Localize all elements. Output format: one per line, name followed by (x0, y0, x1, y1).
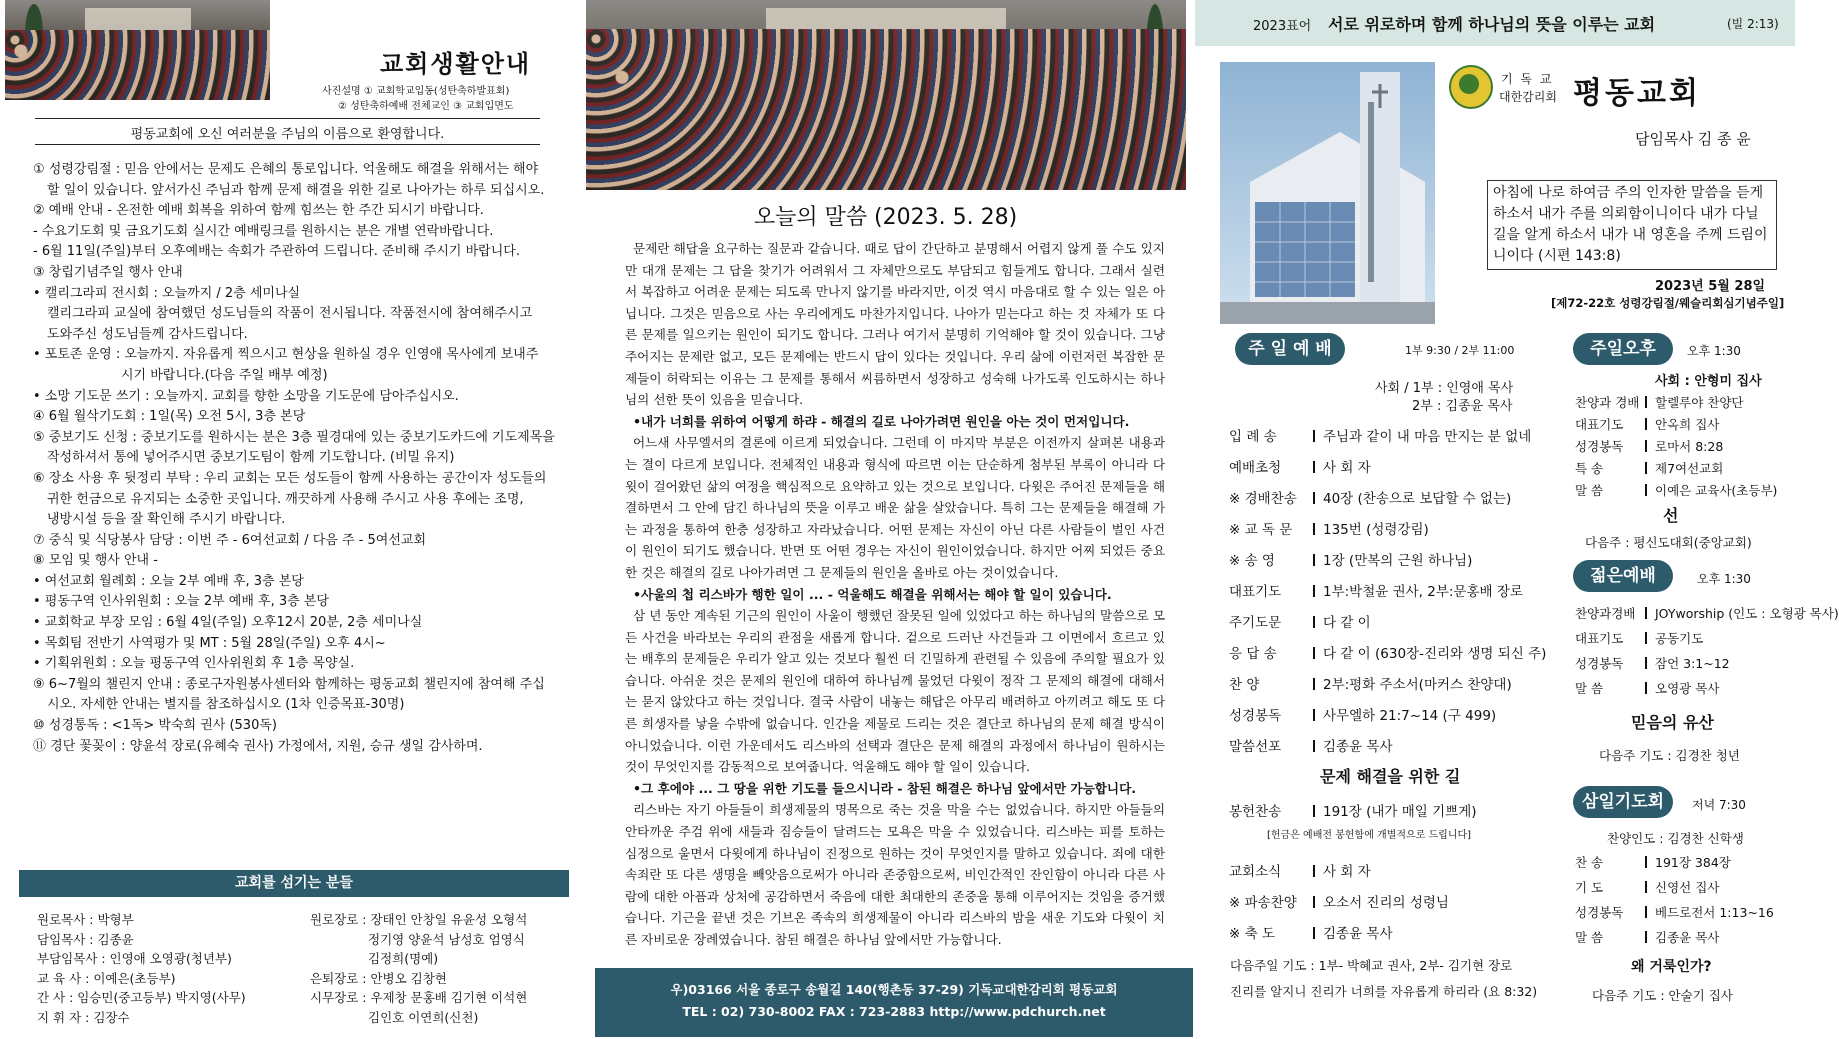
church-name: 평동교회 (1573, 76, 1701, 111)
servant-line: 김인호 이연희(신천) (368, 1009, 479, 1025)
host-line-2: 2부 : 김종윤 목사 (1412, 399, 1513, 414)
order-label: 주기도문 (1229, 615, 1282, 631)
order-value: 다 같 이 (1323, 615, 1371, 631)
order-row (1229, 704, 1496, 724)
motto-ref: (빌 2:13) (1727, 17, 1779, 31)
order-value: 135번 (성령강림) (1323, 522, 1429, 538)
servant-line: 원로장로 : 장태인 안창일 유윤성 오형석 (310, 912, 528, 927)
announcement-line: 도와주신 성도님들께 감사드립니다. (47, 326, 248, 342)
order-value: 사 회 자 (1323, 864, 1371, 880)
order-value: 40장 (찬송으로 보답할 수 없는) (1323, 491, 1512, 507)
announcement-line: ⑩ 성경통독 : <1독> 박숙희 권사 (530독) (33, 718, 277, 734)
announcement-line: ⑥ 장소 사용 후 뒷정리 부탁 : 우리 교회는 모든 성도들이 함께 사용하는 공간이자 성도들의 (33, 470, 547, 486)
order-divider (1645, 906, 1647, 918)
sunday-afternoon-time: 오후 1:30 (1687, 344, 1741, 358)
order-label: 말 씀 (1575, 681, 1604, 696)
order-label: 입 례 송 (1229, 429, 1277, 445)
order-label: 성경봉독 (1575, 905, 1624, 920)
announcement-line: • 포토존 운영 : 오늘까지. 자유롭게 찍으시고 현상을 원하실 경우 인영애 목사에게 보내주 (33, 347, 539, 363)
order-row (1229, 642, 1546, 662)
order-row (1575, 928, 1719, 946)
announcement-line: • 여선교회 월례회 : 오늘 2부 예배 후, 3층 본당 (33, 573, 304, 589)
order-row (1229, 922, 1393, 942)
bulletin-issue: [제72-22호 성령강림절/웨슬리회심기념주일] (1551, 296, 1785, 310)
host-line-1: 사회 / 1부 : 인영애 목사 (1375, 381, 1514, 396)
order-row (1229, 549, 1472, 569)
bulletin-date: 2023년 5월 28일 (1655, 279, 1766, 294)
order-row (1575, 679, 1719, 697)
order-row (1229, 487, 1511, 507)
order-value: 사 회 자 (1323, 460, 1371, 476)
order-divider (1645, 657, 1647, 669)
order-divider (1645, 607, 1647, 619)
order-row (1229, 518, 1429, 538)
sermon-heading: •그 후에야 ... 그 땅을 위한 기도를 들으시니라 - 참된 해결은 하나님 앞에서만 가능합니다. (633, 780, 1137, 796)
announcement-line: ④ 6월 월삭기도회 : 1일(목) 오전 5시, 3층 본당 (33, 409, 306, 425)
welcome-message: 평동교회에 오신 여러분을 주님의 이름으로 환영합니다. (130, 127, 445, 142)
servant-line: 은퇴장로 : 안병오 김창현 (310, 970, 447, 986)
order-row (1575, 393, 1744, 411)
order-label: 기 도 (1575, 880, 1604, 895)
order-label: 교회소식 (1229, 864, 1282, 880)
closing-verse: 진리를 알지니 진리가 너희를 자유롭게 하리라 (요 8:32) (1230, 984, 1538, 999)
afternoon-next: 다음주 : 평신도대회(중앙교회) (1585, 535, 1752, 550)
servant-line: 시무장로 : 우제창 문홍배 김기현 이석현 (310, 990, 528, 1005)
order-label: 특 송 (1575, 461, 1604, 476)
order-value: 김종윤 목사 (1323, 926, 1393, 942)
order-label: 봉헌찬송 (1229, 804, 1282, 820)
announcement-line: - 6월 11일(주일)부터 오후예배는 속회가 주관하여 드립니다. 준비해 주시기 바랍니다. (33, 244, 520, 260)
order-label: 말 씀 (1575, 483, 1604, 498)
order-divider (1645, 881, 1647, 893)
church-building-icon (1220, 62, 1435, 324)
order-row (1575, 459, 1723, 477)
order-divider (1313, 523, 1315, 535)
order-row (1575, 629, 1703, 647)
order-value: 신영선 집사 (1655, 880, 1720, 895)
sermon-paragraph: 어느새 사무엘서의 결론에 이르게 되었습니다. 그런데 이 마지막 부분은 이전까지 살펴본 내용과는 결이 다르게 보입니다. 전체적인 내용과 형식에 따르면 이는 단순하게 첨부된 부록이 아니라 다윗이 걸어왔던 삶의 여정을 핵심적으로 요약하고 있는 것으로 보입니다. 다윗은 주어진 문제들을 해결하면서 그 안에 담긴 하나님의 뜻을 이루고 배운 삶을 살았습니다. 특히 그는 문제들을 해결해 가는 과정을 통하여 한층 성장하고 자라났습니다. 어떤 문제는 자신이 아닌 다른 사람들이 벌인 사건이 원인이 되기도 했습니다. 반면 또 어떤 경우는 자신이 원인이었습니다. 하지만 어찌 되었든 중요한 것은 해결의 길로 나아가려면 그 문제들의 원인을 올바로 아는 것이었습니다. (625, 435, 1165, 580)
order-label: 성경봉독 (1575, 656, 1624, 671)
sermon-body (625, 238, 1165, 951)
order-value: 안옥희 집사 (1655, 417, 1720, 432)
announcement-line: • 목회팀 전반기 사역평가 및 MT : 5월 28일(주일) 오후 4시~ (33, 635, 386, 651)
announcement-line: ① 성령강림절 : 믿음 안에서는 문제도 은혜의 통로입니다. 억울해도 해결을 위해서는 해야 (33, 162, 539, 177)
order-row (1575, 654, 1730, 672)
order-value: 김종윤 목사 (1655, 930, 1720, 945)
order-divider (1645, 931, 1647, 943)
order-value: JOYworship (인도 : 오형광 목사) (1655, 606, 1839, 621)
order-row (1229, 860, 1371, 880)
servants-title: 교회를 섬기는 분들 (19, 870, 569, 897)
photo-congregation (586, 0, 1186, 190)
logo-cross-icon (1459, 74, 1479, 94)
offering-note: [헌금은 예배전 봉헌함에 개별적으로 드립니다] (1267, 830, 1472, 841)
order-divider (1313, 616, 1315, 628)
announcement-line: ③ 창립기념주일 행사 안내 (33, 264, 183, 280)
order-value: 다 같 이 (630장-진리와 생명 되신 주) (1323, 646, 1547, 662)
youth-next: 다음주 기도 : 김경찬 청년 (1599, 748, 1740, 763)
order-label: ※ 송 영 (1229, 553, 1275, 569)
servant-line: 원로목사 : 박형부 (37, 912, 134, 927)
sermon-heading: •사울의 첩 리스바가 행한 일이 ... - 억울해도 해결을 위해서는 해야 할 일이 있습니다. (633, 586, 1112, 602)
order-divider (1313, 430, 1315, 442)
order-row (1575, 481, 1777, 499)
scripture-box: 아침에 나로 하여금 주의 인자한 말씀을 듣게 하소서 내가 주를 의뢰함이니이다 내가 다닐 길을 알게 하소서 내가 내 영혼을 주께 드림이니이다 (시편 143:8) (1487, 180, 1777, 270)
motto: 서로 위로하며 함께 하나님의 뜻을 이루는 교회 (1328, 15, 1656, 34)
order-value: 공동기도 (1655, 631, 1704, 646)
announcement-line: • 평동구역 인사위원회 : 오늘 2부 예배 후, 3층 본당 (33, 594, 329, 610)
order-value: 오영광 목사 (1655, 681, 1720, 696)
servant-line: 정기영 양윤석 남성호 엄영식 (368, 931, 525, 947)
order-label: 말씀선포 (1229, 739, 1282, 755)
order-divider (1313, 865, 1315, 877)
order-label: 찬 양 (1229, 677, 1260, 693)
order-label: ※ 축 도 (1229, 926, 1275, 942)
order-value: 사무엘하 21:7~14 (구 499) (1323, 708, 1497, 724)
divider (35, 118, 540, 119)
sermon-subject: 문제 해결을 위한 길 (1320, 767, 1461, 786)
order-value: 김종윤 목사 (1323, 739, 1393, 755)
order-label: 성경봉독 (1575, 439, 1624, 454)
afternoon-host: 사회 : 안형미 집사 (1655, 374, 1762, 389)
servant-line: 교 육 사 : 이예은(초등부) (37, 970, 176, 986)
announcement-line: ⑧ 모임 및 행사 안내 - (33, 553, 158, 569)
contact-info: TEL : 02) 730-8002 FAX : 723-2883 http://www.pdchurch.net (682, 1004, 1106, 1019)
order-row (1575, 415, 1719, 433)
announcement-line: • 소망 기도문 쓰기 : 오늘까지. 교회를 향한 소망을 기도문에 담아주십시오. (33, 388, 459, 404)
sunday-worship-label: 주 일 예 배 (1235, 333, 1345, 365)
order-value: 1장 (만복의 근원 하나님) (1323, 553, 1473, 569)
address: 우)03166 서울 종로구 송월길 140(행촌동 37-29) 기독교대한감리회 평동교회 (670, 982, 1118, 997)
announcement-line: 냉방시설 등을 잘 확인해 주시기 바랍니다. (47, 512, 286, 528)
photo-caption-1: 사진설명 ① 교회학교입동(성탄축하발표회) (322, 86, 510, 97)
order-value: 2부:평화 주소서(마커스 찬양대) (1323, 677, 1512, 693)
sermon-paragraph: 리스바는 자기 아들들이 희생제물의 명목으로 죽는 것을 막을 수는 없었습니다. 하지만 아들들의 안타까운 주검 위에 새들과 짐승들이 달려드는 모욕은 막을 수 있었습니다. 리스바는 피를 토하는 심정으로 울면서 다윗에게 하나님이 진정으로 원하는 것이 무엇인지를 말하고 있습니다. 죄에 대한 속죄란 또 다른 생명을 빼앗음으로써가 아니라 존중함으로써, 비인간적인 잔인함이 아니라 다른 사람에 대한 아픔과 상처에 공감하면서 죽음에 대한 최대한의 존중을 통해 이루어지는 것임을 증거했습니다. 기근을 끝낸 것은 기브온 족속의 희생제물이 아니라 리스바의 밤을 새운 기도와 다윗이 치른 자비로운 장례였습니다. 참된 해결은 하나님 앞에서만 가능합니다. (625, 802, 1165, 947)
order-row (1229, 580, 1523, 600)
announcement-line: ⑨ 6~7월의 챌린지 안내 : 종로구자원봉사센터와 함께하는 평동교회 챌린지에 참여해 주십 (33, 676, 545, 692)
order-row (1229, 735, 1393, 755)
youth-worship-time: 오후 1:30 (1697, 572, 1751, 586)
sunday-worship-time: 1부 9:30 / 2부 11:00 (1405, 344, 1515, 357)
order-value: 이예은 교육사(초등부) (1655, 483, 1778, 498)
announcement-line: 시오. 자세한 안내는 별지를 참조하십시오 (1차 인증목표-30명) (47, 697, 405, 713)
youth-sermon: 믿음의 유산 (1631, 713, 1714, 732)
order-row (1229, 891, 1449, 911)
order-divider (1313, 805, 1315, 817)
order-value: 할렐루야 찬양단 (1655, 395, 1744, 410)
motto-prefix: 2023표어 (1253, 19, 1312, 34)
middle-panel (578, 0, 1193, 1039)
announcement-line: ⑪ 경단 꽃꽂이 : 양윤석 장로(유혜숙 권사) 가정에서, 지원, 승규 생일 감사하며. (33, 738, 483, 754)
order-row (1575, 604, 1839, 622)
sermon-title: 오늘의 말씀 (2023. 5. 28) (753, 205, 1018, 230)
order-label: 대표기도 (1229, 584, 1282, 600)
order-label: 찬 송 (1575, 855, 1604, 870)
announcement-line: - 수요기도회 및 금요기도회 실시간 예배링크를 원하시는 분은 개별 연락바랍니다. (33, 223, 494, 239)
order-value: 1부:박철윤 권사, 2부:문홍배 장로 (1323, 584, 1523, 600)
sermon-paragraph: 문제란 해답을 요구하는 질문과 같습니다. 때로 답이 간단하고 분명해서 어렵지 않게 풀 수도 있지만 대개 문제는 그 답을 찾기가 어려워서 그 자체만으로도 부담되고 힘들게도 합니다. 그래서 실련서 복잡하고 어려운 문제는 되도록 만나지 않기를 바라지만, 이것 역시 마음대로 할 수 있는 일은 아닙니다. 그것은 믿음으로 사는 우리에게도 마찬가지입니다. 나아가 믿는다고 하는 것 자체가 또 다른 문제를 일으키는 원인이 되기도 합니다. 그러나 여기서 분명히 기억해야 할 것이 있습니다. 그냥 주어지는 문제란 없고, 모든 문제에는 반드시 답이 있다는 것입니다. 우리 삶에 이런저런 복잡한 문제들이 허락되는 이유는 그 문제를 통해서 씨름하면서 성장하고 성숙해 나가도록 인도하시는 하나님의 선한 뜻이 있음을 믿습니다. (625, 241, 1165, 408)
denomination-top: 기 독 교 (1501, 72, 1554, 86)
church-building-image (1220, 62, 1435, 324)
order-value: 로마서 8:28 (1655, 439, 1724, 454)
servant-line: 지 휘 자 : 김장수 (37, 1009, 130, 1025)
announcement-line: 작성하셔서 통에 넣어주시면 중보기도팀이 함께 기도합니다. (비밀 유지) (47, 450, 455, 466)
order-divider (1645, 682, 1647, 694)
order-divider (1313, 461, 1315, 473)
servants-list-right (310, 910, 575, 1027)
photo-sunday-school (5, 0, 270, 100)
order-value: 191장 (내가 매일 기쁘게) (1323, 804, 1477, 820)
order-value: 주님과 같이 내 마음 만지는 분 없네 (1323, 429, 1532, 445)
announcement-line: 할 일이 있습니다. 앞서가신 주님과 함께 문제 해결을 위한 길로 나아가는 하루 되십시오. (47, 182, 545, 198)
order-label: 대표기도 (1575, 631, 1624, 646)
order-divider (1313, 492, 1315, 504)
order-divider (1313, 585, 1315, 597)
order-value: 191장 384장 (1655, 855, 1731, 870)
order-row (1229, 456, 1371, 476)
order-divider (1313, 927, 1315, 939)
order-divider (1645, 440, 1647, 452)
next-week-prayer: 다음주일 기도 : 1부- 박혜교 권사, 2부- 김기현 장로 (1230, 958, 1513, 973)
left-panel (0, 0, 575, 1039)
order-label: ※ 파송찬양 (1229, 895, 1297, 911)
order-divider (1645, 462, 1647, 474)
servant-line: 부담임목사 : 인영애 오영광(청년부) (37, 951, 232, 966)
order-row (1229, 611, 1371, 631)
order-row (1229, 673, 1512, 693)
order-value: 제7여선교회 (1655, 461, 1724, 476)
order-divider (1645, 418, 1647, 430)
order-row (1229, 800, 1477, 820)
order-value: 베드로전서 1:13~16 (1655, 905, 1774, 920)
sunday-afternoon-label: 주일오후 (1573, 333, 1673, 365)
announcement-line: 캘리그라피 교실에 참여했던 성도님들의 작품이 전시됩니다. 작품전시에 참여해주시고 (47, 306, 533, 322)
announcement-line: • 기획위원회 : 오늘 평동구역 인사위원회 후 1층 목양실. (33, 656, 355, 672)
order-label: 응 답 송 (1229, 646, 1277, 662)
servants-list-left (37, 910, 297, 1027)
order-row (1575, 878, 1719, 896)
order-row (1575, 853, 1731, 871)
order-label: 예배초청 (1229, 460, 1282, 476)
denomination-bottom: 대한감리회 (1499, 90, 1557, 104)
order-divider (1313, 709, 1315, 721)
order-divider (1313, 678, 1315, 690)
order-value: 오소서 진리의 성령님 (1323, 895, 1449, 911)
order-divider (1313, 896, 1315, 908)
wednesday-sermon: 왜 거룩인가? (1631, 959, 1712, 975)
order-label: 말 씀 (1575, 930, 1604, 945)
order-label: 대표기도 (1575, 417, 1624, 432)
order-label: 찬양과경배 (1575, 606, 1636, 621)
order-divider (1645, 484, 1647, 496)
right-panel (1195, 0, 1839, 1039)
order-divider (1645, 632, 1647, 644)
servant-line: 간 사 : 임승민(중고등부) 박지영(사무) (37, 990, 246, 1005)
announcement-line: ⑤ 중보기도 신청 : 중보기도를 원하시는 분은 3층 필경대에 있는 중보기도카드에 기도제목을 (33, 429, 555, 445)
wednesday-prayer-time: 저녁 7:30 (1692, 798, 1746, 812)
order-label: 성경봉독 (1229, 708, 1282, 724)
order-label: ※ 교 독 문 (1229, 522, 1293, 538)
order-label: ※ 경배찬송 (1229, 491, 1297, 507)
announcement-line: ⑦ 중식 및 식당봉사 담당 : 이번 주 - 6여선교회 / 다음 주 - 5여선교회 (33, 532, 427, 548)
order-label: 찬양과 경배 (1575, 395, 1640, 410)
divider (35, 144, 540, 145)
contact-footer (595, 968, 1193, 1037)
page-title: 교회생활안내 (380, 50, 532, 78)
wednesday-lead: 찬양인도 : 김경찬 신학생 (1607, 831, 1744, 846)
afternoon-sermon: 선 (1663, 506, 1679, 525)
photo-caption-2: ② 성탄축하예배 전체교인 ③ 교회입면도 (338, 101, 514, 112)
order-row (1229, 425, 1531, 445)
wednesday-prayer-label: 삼일기도회 (1573, 786, 1673, 818)
order-row (1575, 437, 1723, 455)
sermon-heading: •내가 너희를 위하여 어떻게 하랴 - 해결의 길로 나아가려면 원인을 아는 것이 먼저입니다. (633, 413, 1130, 429)
servant-line: 김정희(명예) (368, 951, 439, 966)
order-row (1575, 903, 1774, 921)
youth-worship-label: 젊은예배 (1573, 560, 1673, 592)
announcement-line: • 캘리그라피 전시회 : 오늘까지 / 2층 세미나실 (33, 285, 301, 301)
announcement-line: ② 예배 안내 - 온전한 예배 회복을 위하여 함께 힘쓰는 한 주간 되시기 바랍니다. (33, 203, 484, 219)
order-value: 잠언 3:1~12 (1655, 656, 1730, 671)
announcement-line: 시기 바랍니다.(다음 주일 배부 예정) (121, 367, 328, 383)
announcement-line: 귀한 헌금으로 유지되는 소중한 곳입니다. 깨끗하게 사용해 주시고 사용 후에는 조명, (47, 491, 524, 507)
order-divider (1645, 396, 1647, 408)
pastor: 담임목사 김 종 윤 (1635, 130, 1751, 148)
announcement-line: • 교회학교 부장 모임 : 6월 4일(주일) 오후12시 20분, 2층 세미나실 (33, 615, 423, 631)
order-divider (1313, 740, 1315, 752)
wednesday-next: 다음주 기도 : 안술기 집사 (1592, 988, 1733, 1003)
servant-line: 담임목사 : 김종윤 (37, 931, 134, 947)
announcement-list (33, 160, 568, 757)
motto-banner (1195, 0, 1795, 46)
order-divider (1313, 554, 1315, 566)
order-divider (1645, 856, 1647, 868)
order-divider (1313, 647, 1315, 659)
sermon-paragraph: 삼 년 동안 계속된 기근의 원인이 사울이 행했던 잘못된 일에 있었다고 하는 하나님의 말씀으로 모든 사건을 바라보는 우리의 관점을 새롭게 합니다. 겉으로 드러난 사건들과 그 이면에서 흐르고 있는 배후의 문제들은 우리가 알고 있는 것보다 훨씬 더 긴밀하게 관련될 수 있음에 주의할 필요가 있습니다. 아쉬운 것은 문제의 원인에 대하여 하나님께 물었던 다윗이 정작 그 문제의 해결에 대해서는 묻지 않았다고 하는 것입니다. 결국 사람이 내놓는 해답은 아무리 배려하고 아끼려고 해도 또 다른 희생자를 낳을 수밖에 없습니다. 인간을 제물로 드리는 것은 결단코 하나님의 문제 해결 방식이 아니었습니다. 이런 가운데서도 리스바의 선택과 결단은 문제 해결의 과정에서 하나님이 원하시는 것이 무엇인지를 감동적으로 보여줍니다. 억울해도 해야 할 일이 있습니다. (625, 608, 1165, 775)
